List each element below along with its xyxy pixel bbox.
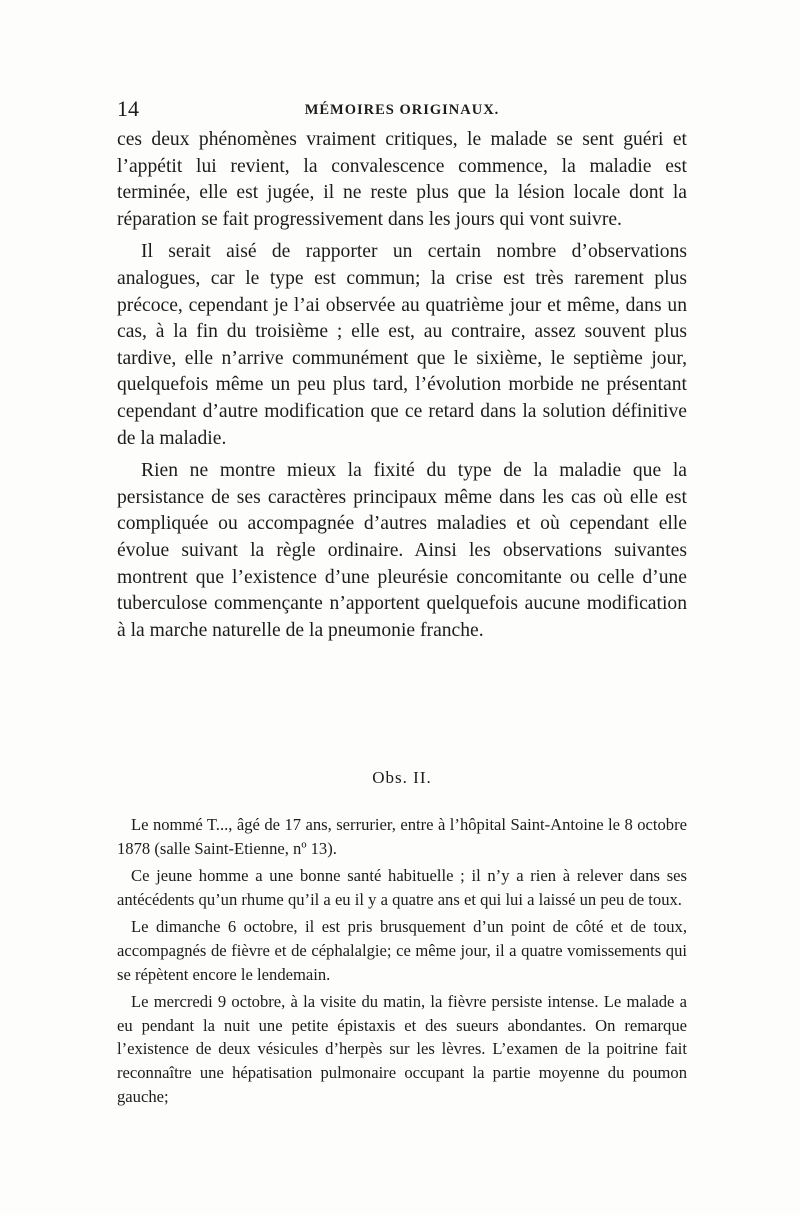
section-title: Obs. II. — [372, 768, 432, 787]
running-head: MÉMOIRES ORIGINAUX. — [304, 102, 500, 118]
observation-paragraph: Le mercredi 9 octobre, à la visite du matin, la fièvre persiste intense. Le malade a eu pendant la nuit une petite épistaxis et des sueurs abondantes. On remarque l’existence de deux vésicules d’herpès sur les lèvres. L’examen de la poitrine fait reconnaître une hépatisation pulmonaire occupant la partie moyenne du poumon gauche; — [117, 992, 687, 1106]
paragraph: ces deux phénomènes vraiment critiques, le malade se sent guéri et l’appétit lui revient, la convalescence commence, la maladie est terminée, elle est jugée, il ne reste plus que la lésion locale dont la réparation se fait progressivement dans les jours qui vont suivre. — [117, 129, 687, 230]
observation-paragraph: Ce jeune homme a une bonne santé habituelle ; il n’y a rien à relever dans ses antécédents qu’un rhume qu’il a eu il y a quatre ans et qui lui a laissé un peu de toux. — [117, 866, 687, 909]
page-header — [117, 96, 687, 126]
page-number: 14 — [117, 96, 139, 121]
observation-text — [117, 813, 687, 1112]
observation-paragraph: Le nommé T..., âgé de 17 ans, serrurier, entre à l’hôpital Saint-Antoine le 8 octobre 1878 (salle Saint-Etienne, nº 13). — [117, 815, 687, 858]
main-text — [117, 127, 687, 650]
observation-paragraph: Le dimanche 6 octobre, il est pris brusquement d’un point de côté et de toux, accompagnés de fièvre et de céphalalgie; ce même jour, il a quatre vomissements qui se répètent encore le lendemain. — [117, 917, 687, 984]
paragraph: Rien ne montre mieux la fixité du type de la maladie que la persistance de ses caractères principaux même dans les cas où elle est compliquée ou accompagnée d’autres maladies et où cependant elle évolue suivant la règle ordinaire. Ainsi les observations suivantes montrent que l’existence d’une pleurésie concomitante ou celle d’une tuberculose commençante n’apportent quelquefois aucune modification à la marche naturelle de la pneumonie franche. — [117, 460, 687, 641]
paragraph: Il serait aisé de rapporter un certain nombre d’observations analogues, car le type est commun; la crise est très rarement plus précoce, cependant je l’ai observée au quatrième jour et même, dans un cas, à la fin du troisième ; elle est, au contraire, assez souvent plus tardive, elle n’arrive communément que le sixième, le septième jour, quelquefois même un peu plus tard, l’évolution morbide ne présentant cependant d’autre modification que ce retard dans la solution définitive de la maladie. — [117, 241, 687, 449]
